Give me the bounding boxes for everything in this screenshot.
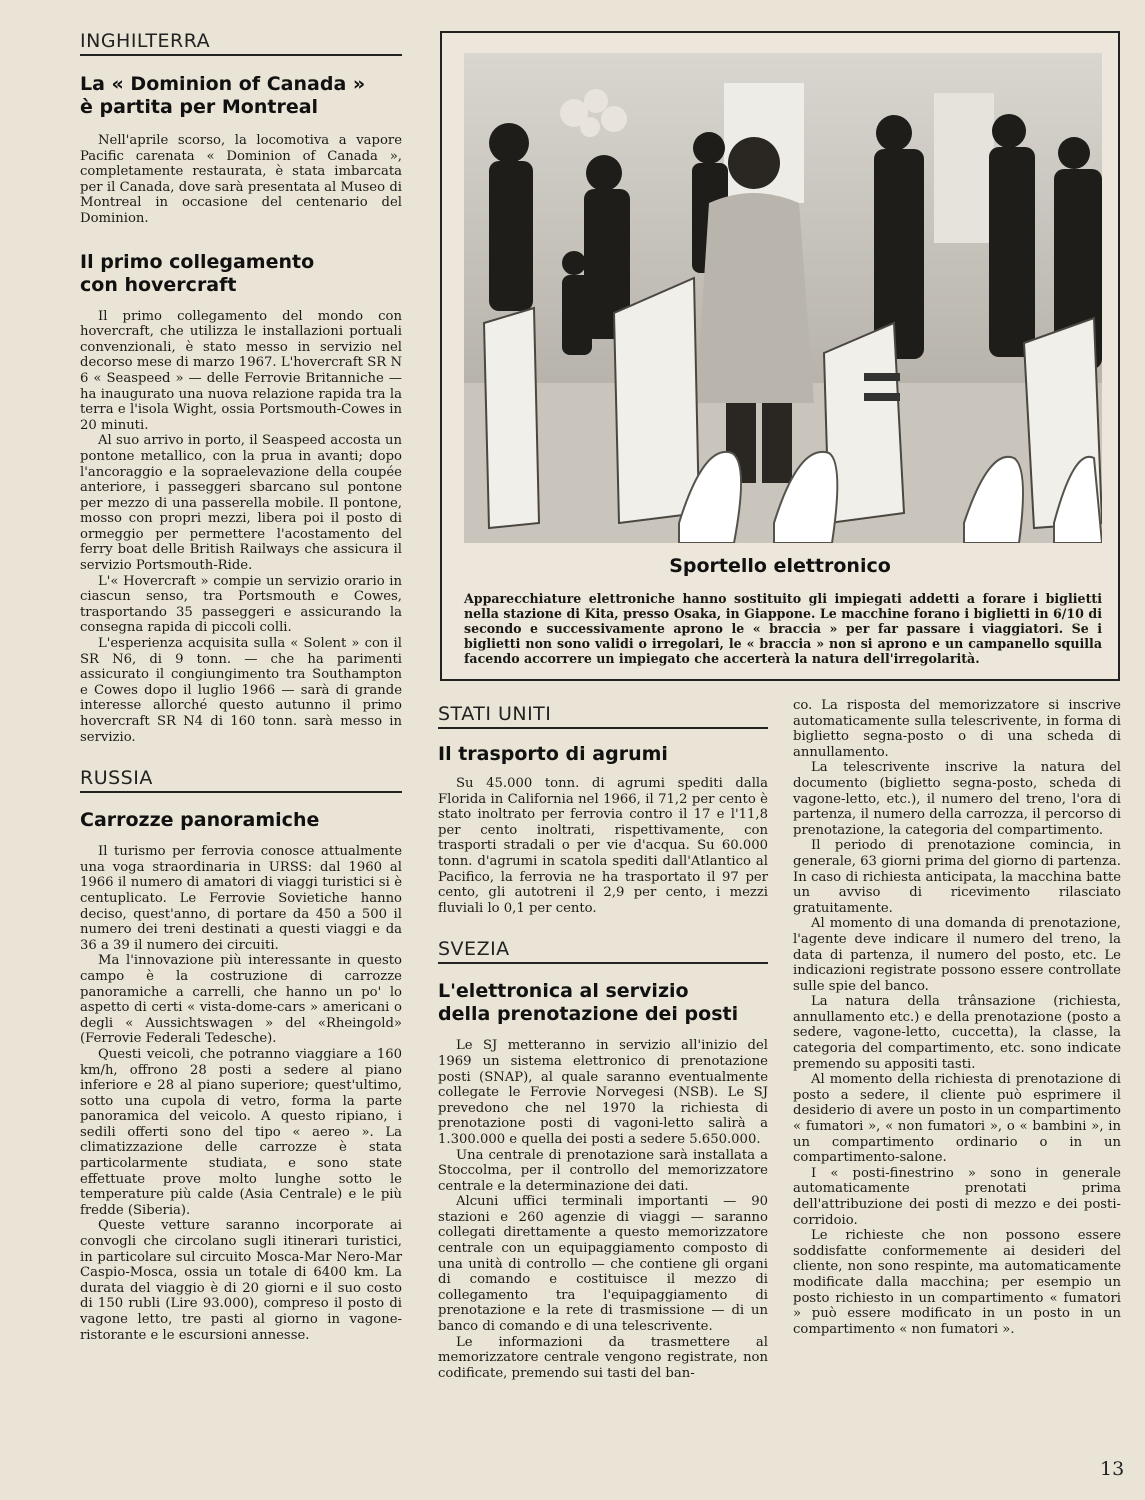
col3-paragraph: La telescrivente inscrive la natura del documento (biglietto segna-posto, scheda di vagone-letto, etc.), il numero del treno, l'ora di partenza, il numero della carrozza, il percorso di prenotazione, la categoria del compartimento. (793, 760, 1121, 838)
headline-elettronica-line2: della prenotazione dei posti (438, 1003, 739, 1026)
section-label-svezia: SVEZIA (438, 938, 768, 964)
caption-text: Apparecchiature elettroniche hanno sostituito gli impiegati addetti a forare i biglietti nella stazione di Kita, presso Osaka, in Giappone. Le macchine forano i biglietti in 6/10 di secondo e successivamente aprono le « braccia » per far passare i viaggiatori. Se i biglietti non sono validi o irregolari, le « braccia » non si aprono e un campanello squilla facendo accorrere un impiegato che accerterà la natura dell'irregolarità. (464, 591, 1102, 666)
col3-paragraph: Al momento della richiesta di prenotazione di posto a sedere, il cliente può esprimere il desiderio di avere un posto in un compartimento « fumatori », « non fumatori », o « bambini », in un compartimento ordinario o in un compartimento-salone. (793, 1072, 1121, 1166)
hovercraft-paragraph: Al suo arrivo in porto, il Seaspeed accosta un pontone metallico, con la prua in avanti; dopo l'ancoraggio e la sopraelevazione della coupée anteriore, i passeggeri sbarcano sul pontone per mezzo di una passerella mobile. Il pontone, mosso con propri mezzi, libera poi il posto di ormeggio per permettere l'acostamento del ferry boat delle British Railways che assicura il servizio Portsmouth-Ride. (80, 433, 402, 574)
article-hovercraft (80, 251, 402, 746)
dominion-body: Nell'aprile scorso, la locomotiva a vapore Pacific carenata « Dominion of Canada », completamente restaurata, è stata imbarcata per il Canada, dove sarà presentata al Museo di Montreal in occasione del centenario del Dominion. (80, 133, 402, 226)
elettronica-paragraph: Alcuni uffici terminali importanti — 90 stazioni e 260 agenzie di viaggi — saranno collegati direttamente a questo memorizzatore centrale con un equipaggiamento composto di una unità di controllo — che contiene gli organi di comando e costituisce il mezzo di collegamento tra l'equipaggiamento di prenotazione e la rete di trasmissione — di un banco di comando e di una telescrivente. (438, 1194, 768, 1335)
carrozze-paragraph: Queste vetture saranno incorporate ai convogli che circolano sugli itinerari turistici, in particolare sul circuito Mosca-Mar Nero-Mar Caspio-Mosca, ossia un totale di 6400 km. La durata del viaggio è di 20 giorni e il suo costo di 150 rubli (Lire 93.000), compreso il posto di vagone letto, tre pasti al giorno in vagone-ristorante e le escursioni annesse. (80, 1218, 402, 1343)
headline-dominion (80, 73, 402, 119)
elettronica-paragraph: Una centrale di prenotazione sarà installata a Stoccolma, per il controllo del memorizzatore centrale e la determinazione dei dati. (438, 1147, 768, 1194)
station-scene-illustration (464, 53, 1102, 543)
column-left (80, 30, 402, 1343)
article-agrumi (438, 743, 768, 916)
carrozze-paragraph: Ma l'innovazione più interessante in questo campo è la costruzione di carrozze panoramiche a carrelli, che hanno un po' lo aspetto di certi « vista-dome-cars » americani o degli « Aussichtswagen » del «Rheingold» (Ferrovie Federali Tedesche). (80, 953, 402, 1047)
hovercraft-paragraph: Il primo collegamento del mondo con hovercraft, che utilizza le installazioni portuali convenzionali, è stato messo in servizio nel decorso mese di marzo 1967. L'hovercraft SR N 6 « Seaspeed » — delle Ferrovie Britanniche — ha inaugurato una nuova relazione rapida tra la terra e l'isola Wight, ossia Portsmouth-Cowes in 20 minuti. (80, 308, 402, 433)
headline-hovercraft-line2: con hovercraft (80, 273, 237, 296)
headline-elettronica-line1: L'elettronica al servizio (438, 980, 689, 1003)
section-label-stati-uniti: STATI UNITI (438, 703, 768, 729)
col3-paragraph: Il periodo di prenotazione comincia, in generale, 63 giorni prima del giorno di partenza. In caso di richiesta anticipata, la macchina batte un avviso di ricevimento rilasciato gratuitamente. (793, 838, 1121, 916)
headline-elettronica (438, 980, 768, 1026)
page-number: 13 (1100, 1458, 1125, 1480)
hovercraft-paragraph: L'« Hovercraft » compie un servizio orario in ciascun senso, tra Portsmouth e Cowes, trasportando 35 passeggeri e assicurando la consegna rapida di piccoli colli. (80, 573, 402, 636)
col3-paragraph: I « posti-finestrino » sono in generale automaticamente prenotati prima dell'attribuzione dei posti di mezzo e dei posti-corridoio. (793, 1165, 1121, 1228)
carrozze-paragraph: Il turismo per ferrovia conosce attualmente una voga straordinaria in URSS: dal 1960 al 1966 il numero di amatori di viaggi turistici si è centuplicato. Le Ferrovie Sovietiche hanno deciso, quest'anno, di portare da 450 a 500 il numero dei treni destinati a questi viaggi e da 36 a 39 il numero dei circuiti. (80, 844, 402, 953)
headline-carrozze: Carrozze panoramiche (80, 809, 320, 832)
headline-hovercraft-line1: Il primo collegamento (80, 250, 315, 273)
caption-title: Sportello elettronico (669, 555, 891, 577)
photo-ticket-gates (464, 53, 1102, 543)
article-carrozze (80, 809, 402, 1343)
col3-paragraph: Le richieste che non possono essere soddisfatte conformemente ai desideri del cliente, non sono respinte, ma automaticamente modificate dalla macchina; per esempio un posto richiesto in un compartimento « fumatori » può essere modificato in un posto in un compartimento « non fumatori ». (793, 1228, 1121, 1337)
headline-dominion-line1: La « Dominion of Canada » (80, 73, 366, 95)
elettronica-paragraph: Le SJ metteranno in servizio all'inizio del 1969 un sistema elettronico di prenotazione posti (SNAP), al quale saranno eventualmente collegate le Ferrovie Norvegesi (NSB). Le SJ prevedono che nel 1970 la richiesta di prenotazione posti di vagoni-letto salirà a 1.300.000 e quella dei posti a sedere 5.650.000. (438, 1038, 768, 1147)
hovercraft-paragraph: L'esperienza acquisita sulla « Solent » con il SR N6, di 9 tonn. — che ha parimenti assicurato il congiungimento tra Southampton e Cowes dopo il luglio 1966 — sarà di grande interesse allorché questo autunno il primo hovercraft SR N4 di 160 tonn. sarà messo in servizio. (80, 636, 402, 745)
article-elettronica (438, 980, 768, 1381)
headline-agrumi: Il trasporto di agrumi (438, 743, 668, 765)
column-middle (438, 703, 768, 1381)
headline-hovercraft (80, 251, 402, 297)
section-label-russia: RUSSIA (80, 767, 402, 793)
col3-paragraph: co. La risposta del memorizzatore si inscrive automaticamente sulla telescrivente, in forma di biglietto segna-posto o di una scheda di annullamento. (793, 698, 1121, 760)
column-right (793, 698, 1121, 1337)
col3-paragraph: Al momento di una domanda di prenotazione, l'agente deve indicare il numero del treno, la data di partenza, il numero del posto, etc. Le indicazioni registrate possono essere controllate sulle spie del banco. (793, 916, 1121, 994)
carrozze-paragraph: Questi veicoli, che potranno viaggiare a 160 km/h, offrono 28 posti a sedere al piano inferiore e 28 al piano superiore; quest'ultimo, sotto una cupola di vetro, forma la parte panoramica del veicolo. A questo ripiano, i sedili offerti sono del tipo « aereo ». La climatizzazione delle carrozze è stata particolarmente studiata, e sono state effettuate prove molto lunghe sotto le temperature più calde (Asia Centrale) e le più fredde (Siberia). (80, 1046, 402, 1218)
col3-paragraph: La natura della trânsazione (richiesta, annullamento etc.) e della prenotazione (posto a sedere, vagone-letto, cuccetta), la classe, la categoria del compartimento, etc. sono indicate premendo su appositi tasti. (793, 994, 1121, 1072)
section-label-inghilterra: INGHILTERRA (80, 30, 402, 56)
elettronica-paragraph: Le informazioni da trasmettere al memorizzatore centrale vengono registrate, non codificate, premendo sui tasti del ban- (438, 1334, 768, 1381)
article-dominion (80, 73, 402, 227)
agrumi-body: Su 45.000 tonn. di agrumi spediti dalla Florida in California nel 1966, il 71,2 per cento è stato inoltrato per ferrovia contro il 17 e l'11,8 per cento inoltrati, rispettivamente, con trasporti stradali o per vie d'acqua. Su 60.000 tonn. d'agrumi in scatola spediti dall'Atlantico al Pacifico, la ferrovia ne ha trasportato il 97 per cento, gli autotreni il 2,9 per cento, i mezzi fluviali lo 0,1 per cento. (438, 776, 768, 916)
photo-box (440, 31, 1120, 681)
headline-dominion-line2: è partita per Montreal (80, 96, 319, 118)
